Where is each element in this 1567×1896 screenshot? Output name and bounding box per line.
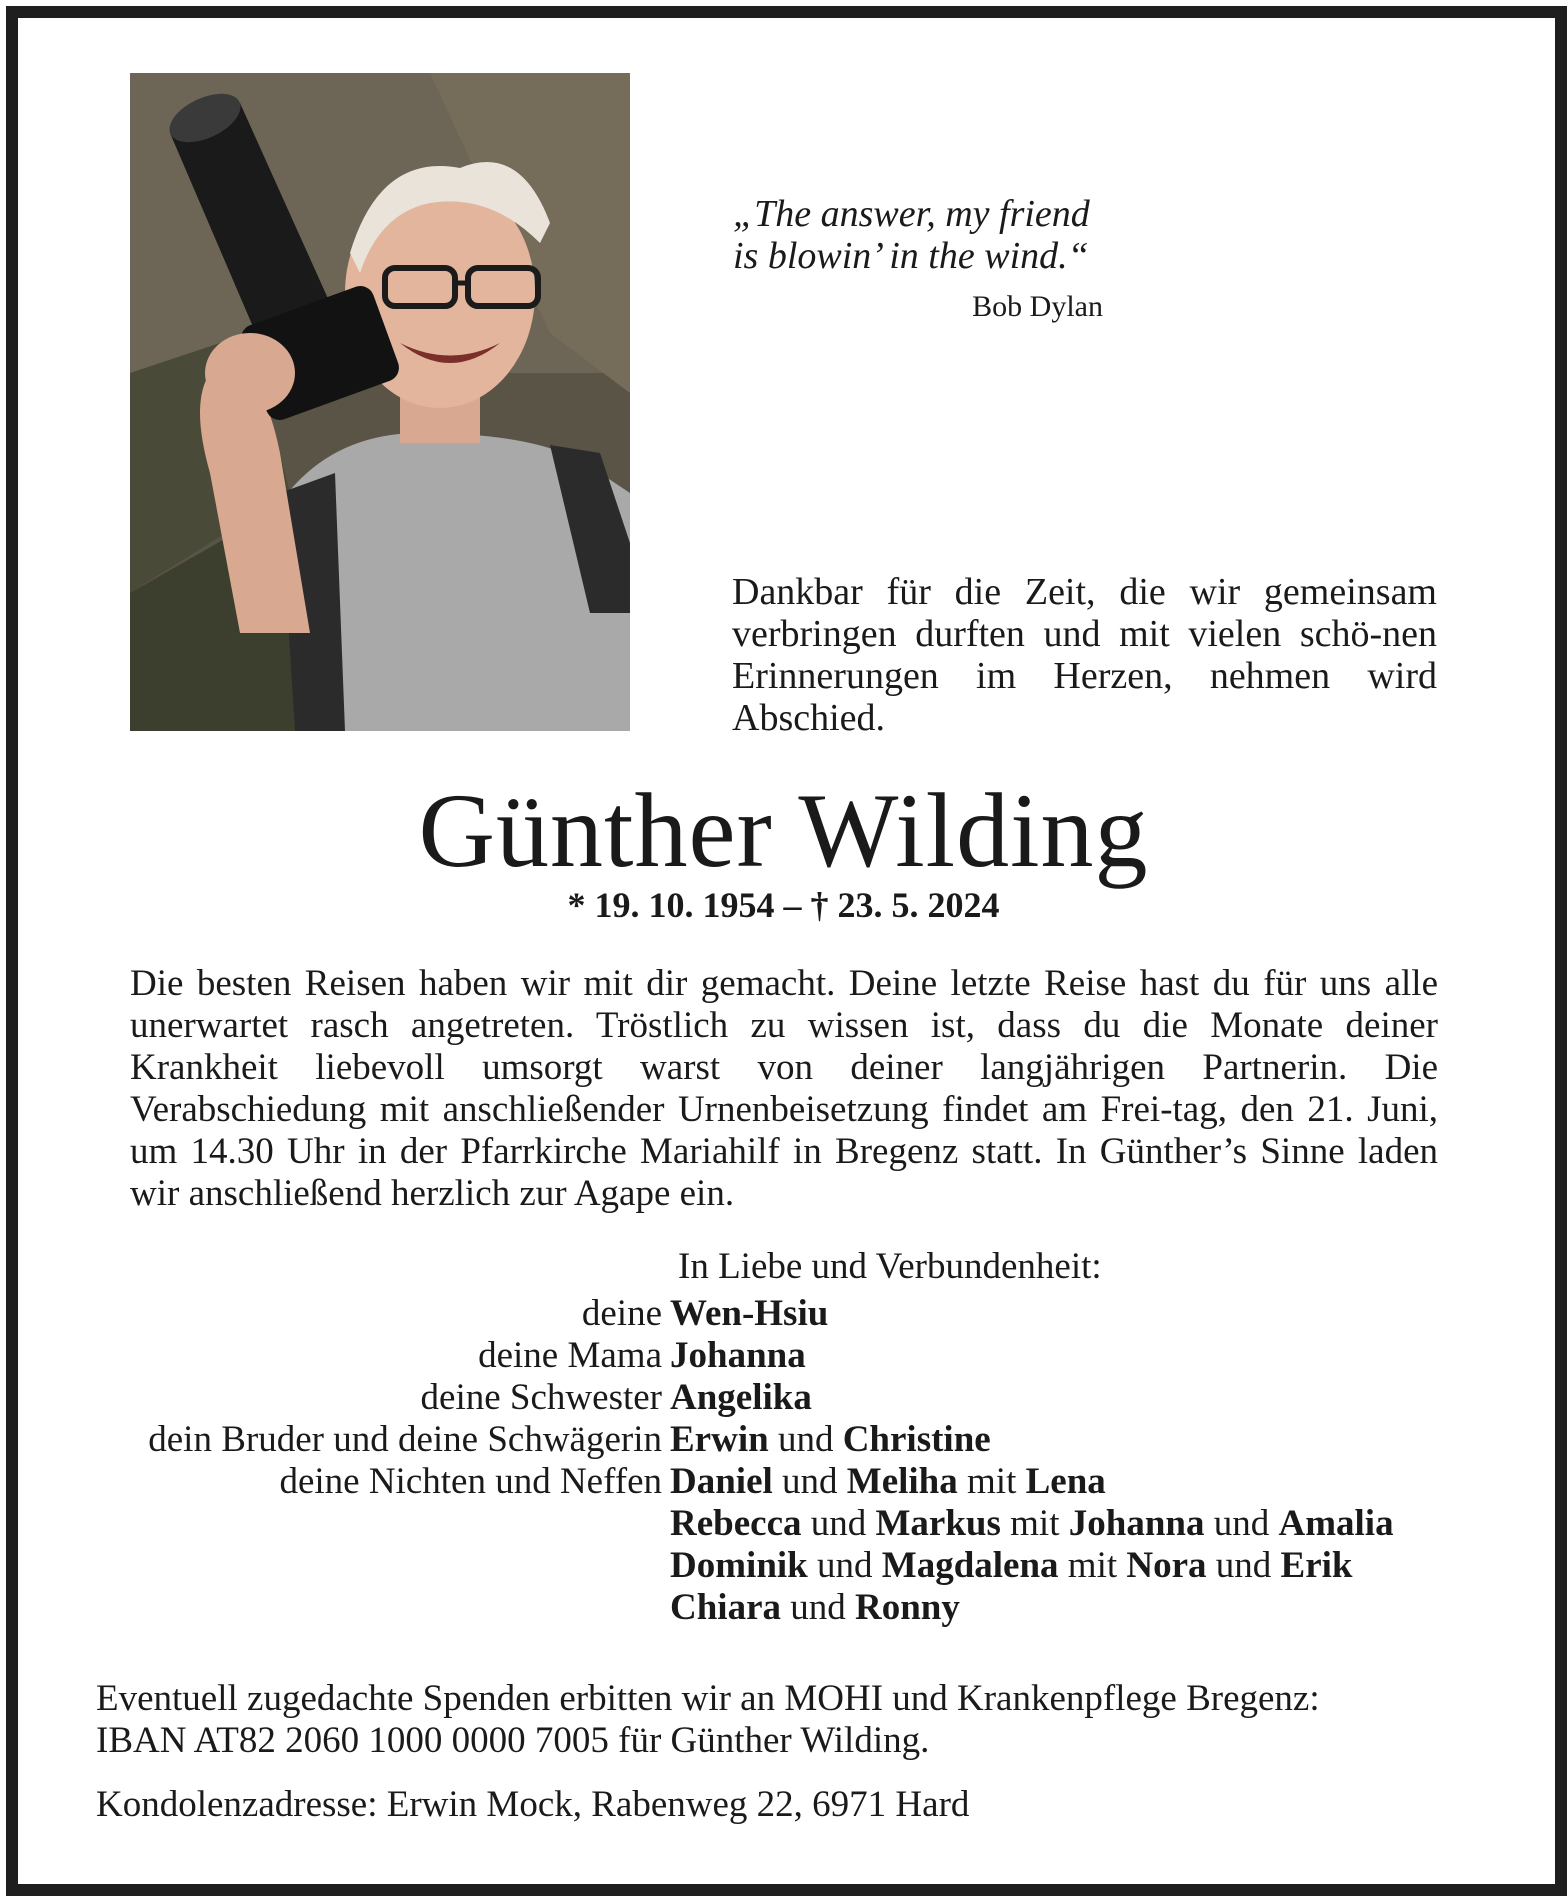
family-names: [670, 1461, 1520, 1503]
family-connector: und: [1204, 1503, 1279, 1544]
family-row: [60, 1335, 1520, 1377]
family-member-name: Ronny: [855, 1587, 960, 1628]
family-row: [60, 1587, 1520, 1629]
family-relation: deine Mama: [478, 1335, 662, 1376]
family-row: [60, 1419, 1520, 1461]
family-names: [670, 1587, 1520, 1629]
quote-author: Bob Dylan: [972, 290, 1103, 323]
family-list: [60, 1293, 1520, 1629]
family-member-name: Erwin: [670, 1419, 769, 1460]
family-member-name: Markus: [875, 1503, 1001, 1544]
portrait-photo: [130, 73, 630, 731]
family-member-name: Daniel: [670, 1461, 773, 1502]
donation-line-1: Eventuell zugedachte Spenden erbitten wir an MOHI und Krankenpflege Bregenz:: [96, 1678, 1320, 1719]
family-member-name: Lena: [1025, 1461, 1106, 1502]
family-names: [670, 1377, 1520, 1419]
family-member-name: Johanna: [670, 1335, 806, 1376]
family-member-name: Angelika: [670, 1377, 812, 1418]
family-member-name: Rebecca: [670, 1503, 802, 1544]
family-connector: und: [1206, 1545, 1281, 1586]
family-row: [60, 1503, 1520, 1545]
family-row: [60, 1377, 1520, 1419]
family-relation: deine Schwester: [420, 1377, 662, 1418]
family-relation: deine: [581, 1293, 662, 1334]
quote: [733, 193, 1103, 277]
family-relation: deine Nichten und Neffen: [279, 1461, 662, 1502]
family-connector: und: [768, 1419, 843, 1460]
family-member-name: Meliha: [846, 1461, 958, 1502]
family-names: [670, 1545, 1520, 1587]
family-member-name: Johanna: [1068, 1503, 1205, 1544]
family-relation: [60, 1545, 670, 1587]
deceased-name: Günther Wilding: [418, 772, 1149, 889]
family-connector: und: [801, 1503, 876, 1544]
family-connector: und: [781, 1587, 855, 1628]
family-row: [60, 1461, 1520, 1503]
family-member-name: Christine: [842, 1419, 991, 1460]
family-relation: [60, 1503, 670, 1545]
family-member-name: Erik: [1280, 1545, 1353, 1586]
family-member-name: Chiara: [670, 1587, 781, 1628]
family-names: [670, 1503, 1520, 1545]
quote-line-2: is blowin’ in the wind.“: [733, 235, 1089, 277]
family-member-name: Magdalena: [881, 1545, 1059, 1586]
family-connector: mit: [1000, 1503, 1069, 1544]
closing-line: In Liebe und Verbundenheit:: [678, 1246, 1102, 1287]
condolence-address: Kondolenzadresse: Erwin Mock, Rabenweg 22, 6971 Hard: [96, 1784, 970, 1825]
family-member-name: Amalia: [1278, 1503, 1394, 1544]
donation-line-2: IBAN AT82 2060 1000 0000 7005 für Günther Wilding.: [96, 1720, 930, 1761]
family-relation: [60, 1587, 670, 1629]
family-member-name: Wen-Hsiu: [670, 1293, 829, 1334]
life-dates: * 19. 10. 1954 – † 23. 5. 2024: [567, 885, 1000, 925]
family-member-name: Nora: [1126, 1545, 1207, 1586]
family-names: [670, 1335, 1520, 1377]
donation-note: [96, 1678, 1516, 1762]
family-connector: und: [772, 1461, 847, 1502]
family-connector: mit: [1058, 1545, 1127, 1586]
family-relation: dein Bruder und deine Schwägerin: [148, 1419, 662, 1460]
family-row: [60, 1293, 1520, 1335]
gratitude-text: Dankbar für die Zeit, die wir gemeinsam verbringen durften und mit vielen schö-nen Erinnerungen im Herzen, nehmen wird Abschied.: [732, 571, 1437, 739]
family-names: [670, 1419, 1520, 1461]
obituary-body: Die besten Reisen haben wir mit dir gemacht. Deine letzte Reise hast du für uns alle unerwartet rasch angetreten. Tröstlich zu wissen ist, dass du die Monate deiner Krankheit liebevoll umsorgt warst von deiner langjährigen Partnerin. Die Verabschiedung mit anschließender Urnenbeisetzung findet am Frei-tag, den 21. Juni, um 14.30 Uhr in der Pfarrkirche Mariahilf in Bregenz statt. In Günther’s Sinne laden wir anschließend herzlich zur Agape ein.: [130, 963, 1438, 1214]
family-member-name: Dominik: [670, 1545, 808, 1586]
family-connector: und: [807, 1545, 882, 1586]
family-names: [670, 1293, 1520, 1335]
family-row: [60, 1545, 1520, 1587]
family-connector: mit: [957, 1461, 1026, 1502]
quote-line-1: „The answer, my friend: [733, 193, 1090, 235]
